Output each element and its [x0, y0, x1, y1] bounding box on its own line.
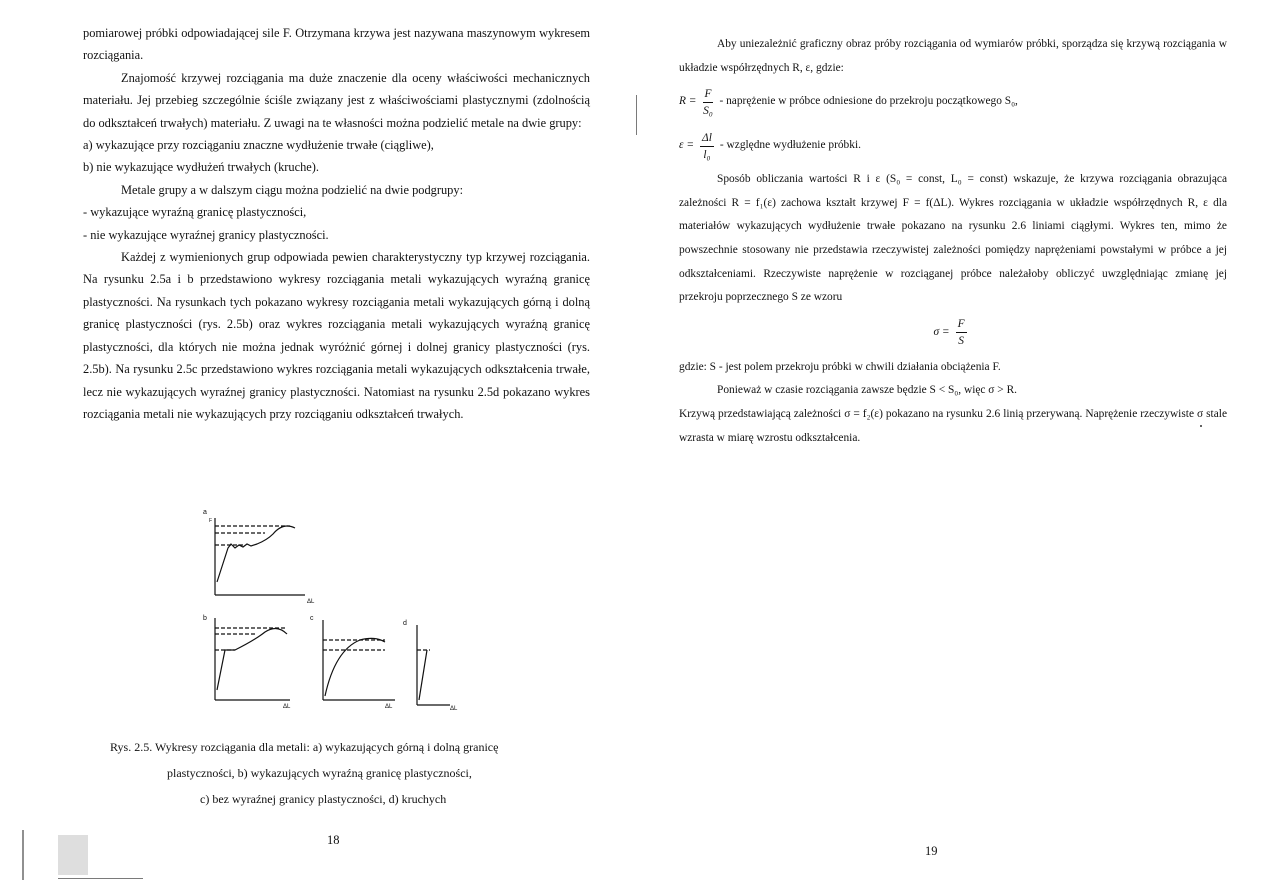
panel-label-c: c — [310, 615, 314, 622]
paragraph: gdzie: S - jest polem przekroju próbki w chwili działania obciążenia F. — [679, 360, 1001, 373]
panel-a-chart — [215, 518, 305, 595]
panel-b-chart — [215, 618, 290, 700]
paragraph: Metale grupy a w dalszym ciągu można podzielić na dwie podgrupy: — [121, 182, 464, 197]
formula-R — [679, 80, 1227, 124]
page-number: 19 — [925, 844, 938, 858]
list-item: - wykazujące wyraźną granicę plastyczności, — [83, 205, 307, 220]
numerator: F — [703, 86, 714, 103]
paragraph: Krzywą przedstawiającą zależności σ = f₂(ε) pokazano na rysunku 2.6 linią przerywaną. Naprężenie rzeczywiste σ stale wzrasta w miarę wzrostu odkształcenia. — [679, 407, 1227, 444]
scan-artifact — [58, 878, 143, 879]
caption-line: c) bez wyraźnej granicy plastyczności, d) kruchych — [200, 792, 447, 806]
formula-lhs: σ = — [933, 325, 950, 338]
panel-c-chart — [323, 620, 395, 700]
scan-artifact — [58, 835, 88, 875]
panel-label-b: b — [203, 615, 207, 622]
paragraph: Aby uniezależnić graficzny obraz próby rozciągania od wymiarów próbki, sporządza się krzywą rozciągania w układzie współrzędnych R, ε, gdzie: — [679, 38, 1227, 74]
figure-caption — [110, 734, 580, 812]
paragraph: Każdej z wymienionych grup odpowiada pewien charakterystyczny typ krzywej rozciągania. Na rysunku 2.5a i b przedstawiono wykresy rozciągania metali wykazujących wyraźną granicę plastyczności. Na rysunkach tych pokazano wykresy rozciągania metali wykazujących górną i dolną granicę plastyczności (rys. 2.5b) oraz wykres rozciągania metali wykazujących wyraźną granicę plastyczności, dla których nie można jednak wyróżnić górnej i dolnej granicy plastyczności (rys. 2.5b). Na rysunku 2.5c przedstawiono wykres rozciągania metali wykazujących odkształcenia trwałe, lecz nie wykazujących wyraźnej granicy plastyczności. Natomiast na rysunku 2.5d pokazano wykres rozciągania metali nie wykazujących przy rozciąganiu odkształceń trwałych. — [83, 250, 590, 421]
paragraph: Sposób obliczania wartości R i ε (S₀ = const, L₀ = const) wskazuje, że krzywa rozciągania obrazująca zależności R = f₁(ε) zachowa kształt krzywej F = f(ΔL). Wykres rozciągania w układzie współrzędnych R, ε dla materiałów wykazujących wydłużenie trwałe pokazano na rysunku 2.6 liniami ciągłymi. Wykres ten, mimo że powszechnie stosowany nie przedstawia rzeczywistej zależności pomiędzy naprężeniami powstałymi w próbce a jej odkształceniami. Rzeczywiste naprężenie w rozciąganej próbce należałoby obliczyć uwzględniając zmianę jej przekroju poprzecznego S ze wzoru — [679, 173, 1227, 304]
axis-label-d: ΔL — [450, 706, 458, 712]
panel-label-a: a — [203, 509, 207, 516]
numerator: F — [956, 316, 967, 333]
denominator: S — [958, 335, 964, 348]
formula-epsilon — [679, 124, 1227, 168]
fraction — [700, 130, 714, 163]
caption-line: plastyczności, b) wykazujących wyraźną granicę plastyczności, — [167, 766, 472, 780]
formula-lhs: ε = — [679, 139, 695, 152]
scan-artifact — [636, 95, 637, 135]
fraction — [703, 86, 714, 119]
page-number: 18 — [327, 833, 340, 847]
list-item: a) wykazujące przy rozciąganiu znaczne wydłużenie trwałe (ciągliwe), — [83, 138, 434, 153]
left-body-text — [83, 22, 590, 425]
paragraph: Znajomość krzywej rozciągania ma duże znaczenie dla oceny właściwości mechanicznych materiału. Jej przebieg szczególnie ściśle związany jest z właściwościami plastycznymi (zdolnością do odkształceń trwałych) materiału. Z uwagi na te własności można podzielić metale na dwie grupy: — [83, 70, 590, 130]
caption-line: Rys. 2.5. Wykresy rozciągania dla metali: a) wykazujących górną i dolną granicę — [110, 740, 499, 754]
fraction — [956, 316, 967, 349]
scan-artifact — [1200, 425, 1202, 427]
paragraph: pomiarowej próbki odpowiadającej sile F. Otrzymana krzywa jest nazywana maszynowym wykresem rozciągania. — [83, 26, 590, 63]
axis-label-b: ΔL — [283, 704, 291, 710]
axis-label-c: ΔL — [385, 704, 393, 710]
formula-description: - względne wydłużenie próbki. — [719, 139, 861, 152]
panel-d-chart — [417, 625, 450, 705]
right-body-text — [679, 33, 1227, 450]
force-label: F — [209, 518, 213, 524]
axis-label-a: ΔL — [307, 599, 315, 605]
paragraph: Ponieważ w czasie rozciągania zawsze będzie S < S₀, więc σ > R. — [717, 384, 1018, 397]
denominator: l₀ — [703, 148, 711, 161]
formula-sigma — [679, 310, 1227, 356]
denominator: S₀ — [703, 104, 713, 117]
figure-tensile-curves — [195, 500, 475, 720]
scan-artifact — [22, 830, 24, 880]
numerator: Δl — [700, 130, 714, 147]
right-page — [632, 0, 1263, 893]
formula-description: - naprężenie w próbce odniesione do przekroju początkowego S₀, — [719, 95, 1018, 108]
panel-label-d: d — [403, 620, 407, 627]
formula-lhs: R = — [679, 95, 697, 108]
list-item: b) nie wykazujące wydłużeń trwałych (kruche). — [83, 160, 320, 175]
list-item: - nie wykazujące wyraźnej granicy plastyczności. — [83, 227, 329, 242]
